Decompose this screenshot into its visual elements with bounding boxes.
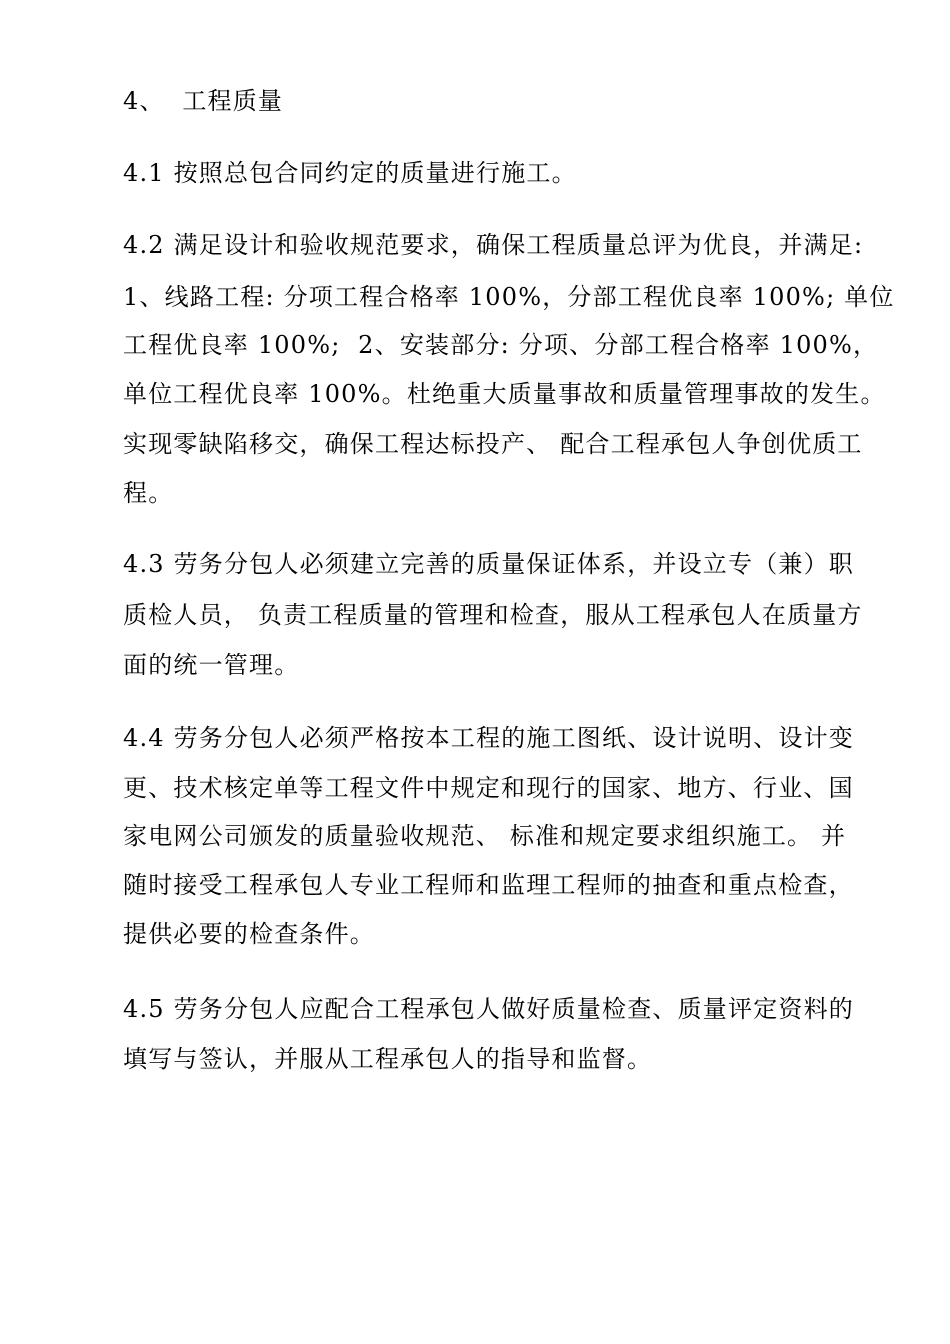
clause-4-2-line-2: 1、线路工程: 分项工程合格率 100%，分部工程优良率 100%; 单位 bbox=[123, 283, 895, 311]
clause-4-2-line-3: 工程优良率 100%; 2、安装部分: 分项、分部工程合格率 100%， bbox=[123, 331, 879, 359]
clause-4-4-line-4: 随时接受工程承包人专业工程师和监理工程师的抽查和重点检查， bbox=[123, 871, 854, 899]
clause-4-2-line-1: 4.2 满足设计和验收规范要求，确保工程质量总评为优良，并满足: bbox=[123, 231, 864, 259]
clause-4-5-line-2: 填写与签认，并服从工程承包人的指导和监督。 bbox=[123, 1045, 653, 1073]
clause-4-2-line-6: 程。 bbox=[123, 479, 174, 507]
clause-4-2-line-5: 实现零缺陷移交，确保工程达标投产、 配合工程承包人争创优质工 bbox=[123, 430, 863, 458]
section-heading: 4、 工程质量 bbox=[123, 87, 284, 115]
clause-4-4-line-1: 4.4 劳务分包人必须严格按本工程的施工图纸、设计说明、设计变 bbox=[123, 724, 854, 752]
clause-4-3-line-3: 面的统一管理。 bbox=[123, 651, 300, 679]
clause-4-4-line-3: 家电网公司颁发的质量验收规范、 标准和规定要求组织施工。 并 bbox=[123, 822, 847, 850]
clause-4-3-line-2: 质检人员， 负责工程质量的管理和检查，服从工程承包人在质量方 bbox=[123, 601, 863, 629]
clause-4-4-line-5: 提供必要的检查条件。 bbox=[123, 920, 375, 948]
clause-4-4-line-2: 更、技术核定单等工程文件中规定和现行的国家、地方、行业、国 bbox=[123, 774, 854, 802]
clause-4-5-line-1: 4.5 劳务分包人应配合工程承包人做好质量检查、质量评定资料的 bbox=[123, 995, 854, 1023]
clause-4-1-line-1: 4.1 按照总包合同约定的质量进行施工。 bbox=[123, 159, 577, 187]
clause-4-2-line-4: 单位工程优良率 100%。杜绝重大质量事故和质量管理事故的发生。 bbox=[123, 380, 886, 408]
clause-4-3-line-1: 4.3 劳务分包人必须建立完善的质量保证体系，并设立专（兼）职 bbox=[123, 550, 854, 578]
